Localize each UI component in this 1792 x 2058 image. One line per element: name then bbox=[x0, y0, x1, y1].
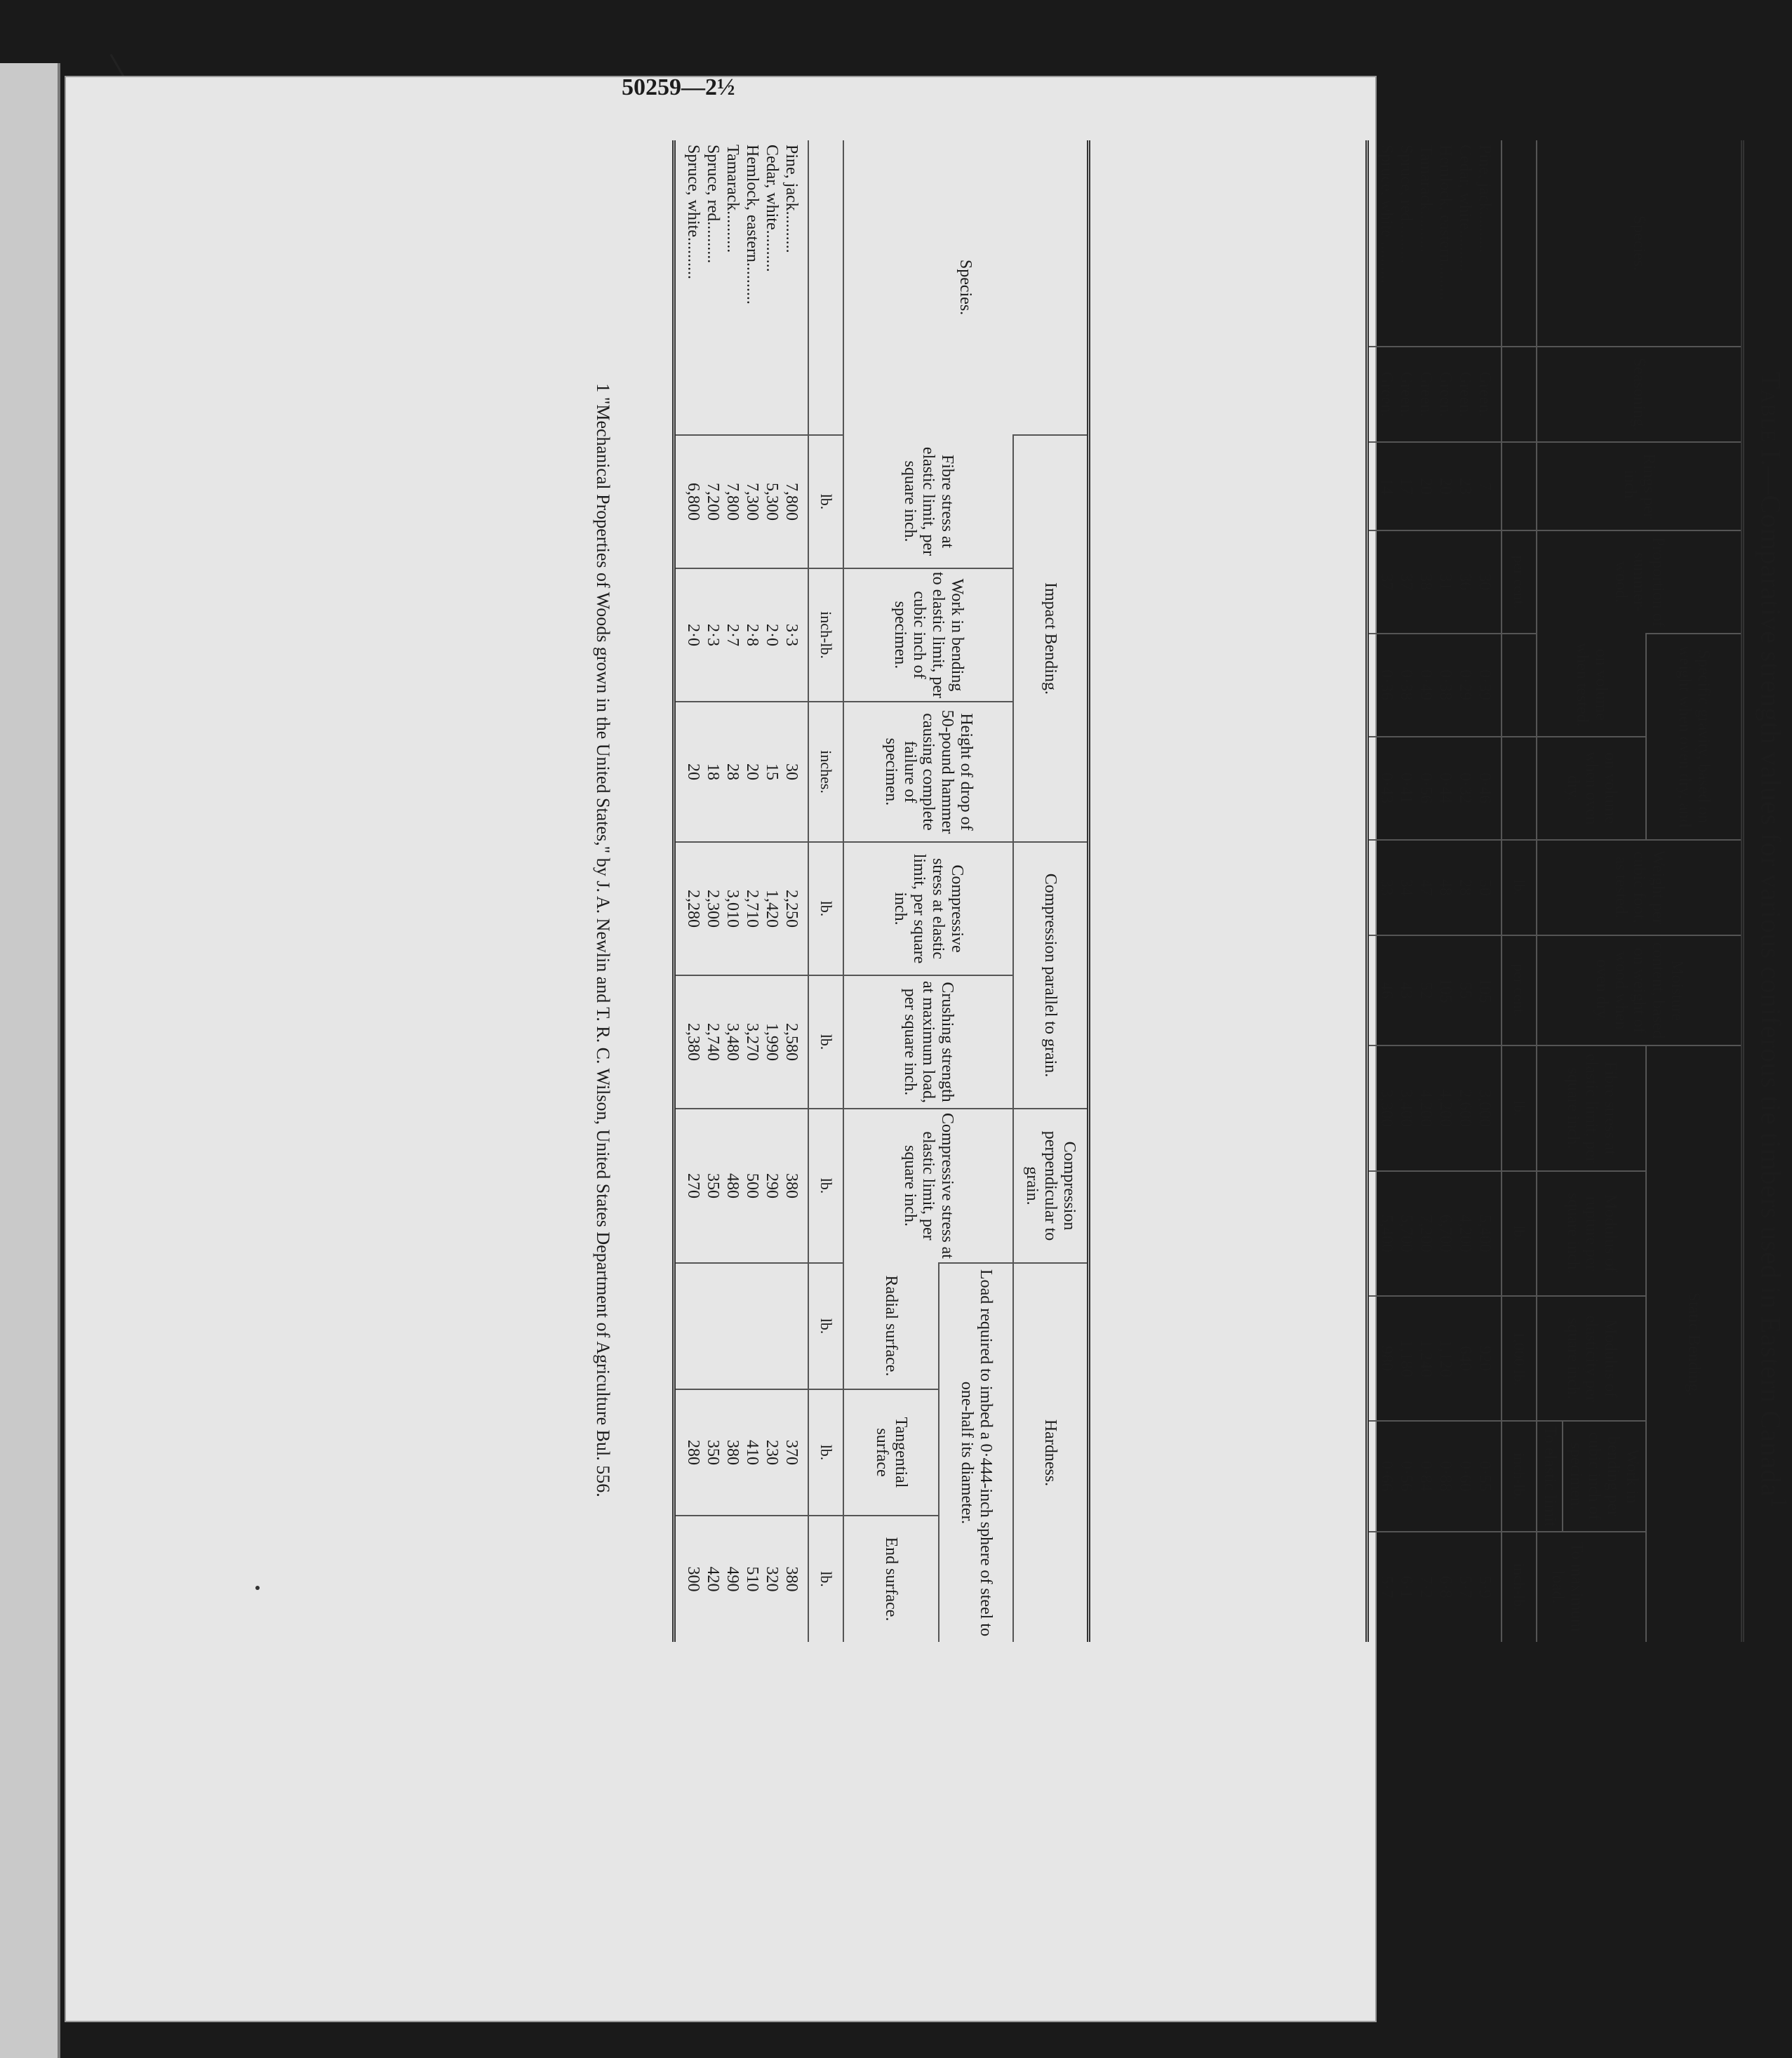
page-number: 50259—2½ bbox=[622, 74, 735, 100]
value-cell: 640 bbox=[1455, 1296, 1474, 1421]
table-mechanical-properties bbox=[672, 140, 1090, 1642]
value-cell: 5·7 bbox=[1455, 1532, 1474, 1642]
species-cell: Cedar, white.......... bbox=[762, 145, 781, 272]
table2-body bbox=[674, 140, 844, 1642]
value-cell: Green. bbox=[1368, 347, 1396, 442]
value-cell: 5,400 bbox=[1368, 1171, 1396, 1296]
footnote-mark: 1 bbox=[1766, 1496, 1792, 1509]
table-row bbox=[1415, 140, 1435, 1642]
value-cell: 6,700 bbox=[1435, 1171, 1455, 1296]
col-header-weight: Weight per cubic foot, as tested. bbox=[1537, 840, 1743, 935]
value-cell: 2,740 bbox=[702, 975, 722, 1109]
value-cell: 36 bbox=[1455, 530, 1474, 634]
table-title bbox=[1755, 77, 1792, 1803]
value-cell: 5·9 bbox=[1474, 1532, 1502, 1642]
species-cell: Pine, jack.......... bbox=[1475, 145, 1494, 253]
col-header-moisture: Moisture content, based on weight of wood when oven dry. bbox=[1537, 935, 1743, 1045]
species-cell: Hemlock, eastern.......... bbox=[742, 145, 761, 305]
unit-cell: inch-lb. bbox=[1502, 1421, 1537, 1531]
value-cell: Green. bbox=[1435, 347, 1455, 442]
value-cell: 2,300 bbox=[702, 842, 722, 975]
value-cell: 0·36 bbox=[1368, 634, 1396, 737]
col-header-modulus-rupture: Modulus of rupture per square inch. bbox=[1537, 1171, 1646, 1296]
value-cell bbox=[674, 1263, 703, 1389]
value-cell: 2,710 bbox=[742, 842, 761, 975]
table1-body bbox=[1368, 140, 1537, 1642]
unit-cell bbox=[808, 140, 843, 435]
unit-cell: lb. bbox=[808, 975, 843, 1109]
value-cell: 2,580 bbox=[781, 975, 808, 1109]
col-header-comp-stress: Compressive stress at elastic limit, per square inch. bbox=[843, 842, 1013, 975]
value-cell: 410 bbox=[742, 1389, 761, 1516]
value-cell: 380 bbox=[722, 1389, 742, 1516]
value-cell: 4,200 bbox=[1455, 1171, 1474, 1296]
col-header-load-required: Load required to imbed a 0·444-inch sphere of steel to one-half its diameter. bbox=[939, 1263, 1013, 1642]
value-cell: Green. bbox=[1474, 347, 1502, 442]
col-header-compression-perpendicular: Compression perpendicular to grain. bbox=[1013, 1109, 1089, 1263]
value-cell: 52 bbox=[1415, 935, 1435, 1045]
species-cell: Spruce, red.......... bbox=[703, 145, 722, 264]
value-cell: 5,700 bbox=[1396, 1171, 1415, 1296]
value-cell: 7,800 bbox=[781, 435, 808, 568]
value-cell: 1,180 bbox=[1396, 1296, 1415, 1421]
value-cell: 15 bbox=[761, 702, 781, 842]
value-cell: 420 bbox=[702, 1516, 722, 1642]
value-cell: 30 bbox=[781, 702, 808, 842]
col-header-impact-work: Work in bending to elastic limit, per cubic inch of specimen. bbox=[843, 568, 1013, 702]
value-cell: 2·7 bbox=[722, 568, 742, 702]
value-cell: 370 bbox=[781, 1389, 808, 1516]
unit-cell: per cent. bbox=[1502, 935, 1537, 1045]
value-cell: 20 bbox=[674, 702, 703, 842]
value-cell: 380 bbox=[781, 1109, 808, 1263]
value-cell: 33 bbox=[1368, 840, 1396, 935]
value-cell bbox=[702, 1263, 722, 1389]
unit-cell: inches. bbox=[808, 702, 843, 842]
value-cell: 5,300 bbox=[761, 435, 781, 568]
unit-cell bbox=[1502, 442, 1537, 530]
value-cell: 0·29 bbox=[1455, 634, 1474, 737]
unit-cell: lb. bbox=[1502, 1045, 1537, 1170]
value-cell: 5,400 bbox=[1474, 1171, 1502, 1296]
value-cell: 290 bbox=[761, 1109, 781, 1263]
value-cell: 46 bbox=[1368, 935, 1396, 1045]
value-cell: 30 bbox=[1474, 530, 1502, 634]
value-cell: 7·2 bbox=[1415, 1532, 1435, 1642]
value-cell: 3,300 bbox=[1368, 1045, 1396, 1170]
col-header-drop-height: Height of drop of 50-pound hammer causing complete failure of specimen. bbox=[843, 702, 1013, 842]
value-cell: 2,250 bbox=[781, 842, 808, 975]
unit-cell bbox=[1502, 737, 1537, 840]
unit-cell: per cent. bbox=[1502, 530, 1537, 634]
units-row bbox=[808, 140, 843, 1642]
value-cell: 3,010 bbox=[722, 842, 742, 975]
value-cell: 18 bbox=[702, 702, 722, 842]
table-row bbox=[1435, 140, 1455, 1642]
species-cell: Spruce, white .......... bbox=[1377, 145, 1396, 283]
col-header-radial: Radial surface. bbox=[843, 1263, 939, 1389]
value-cell: 510 bbox=[742, 1516, 761, 1642]
value-cell: 7,200 bbox=[1415, 1171, 1435, 1296]
value-cell: 28 bbox=[1455, 840, 1474, 935]
col-header-work-max bbox=[1537, 1532, 1646, 1642]
value-cell: Green. bbox=[1396, 347, 1415, 442]
value-cell: 31 bbox=[1435, 530, 1455, 634]
unit-cell: lb. bbox=[808, 435, 843, 568]
value-cell: 3,270 bbox=[742, 975, 761, 1109]
footnote: 1 "Mechanical Properties of Woods grown in the United States," by J. A. Newlin and T. R. C. Wilson, United States Department of Agriculture Bul. 556. bbox=[593, 383, 613, 1497]
unit-cell: inch-lb. bbox=[1502, 1532, 1537, 1642]
col-header-work-spacer bbox=[1589, 1532, 1636, 1642]
value-cell bbox=[742, 1263, 761, 1389]
units-row bbox=[1502, 140, 1537, 1642]
value-cell: 14 bbox=[1368, 442, 1396, 530]
value-cell: 2,600 bbox=[1455, 1045, 1474, 1170]
value-cell: 0·56 bbox=[1415, 737, 1435, 840]
species-cell: Hemlock, eastern......... bbox=[1436, 145, 1455, 300]
species-cell: Pine, jack.......... bbox=[782, 145, 801, 253]
value-cell: 0·44 bbox=[1435, 737, 1455, 840]
value-cell: 0·43 bbox=[1368, 737, 1396, 840]
value-cell: 3,000 bbox=[1474, 1045, 1502, 1170]
value-cell: 0·32 bbox=[1455, 737, 1474, 840]
col-header-summerwood: Proportion of summer-wood. bbox=[1537, 530, 1743, 634]
value-cell: 2·8 bbox=[742, 568, 761, 702]
value-cell: 37 bbox=[1368, 530, 1396, 634]
col-header-modulus-elasticity: Modulus of elasticity per square inch. bbox=[1537, 1296, 1646, 1421]
table-row bbox=[761, 140, 781, 1642]
value-cell: 47 bbox=[1415, 840, 1435, 935]
value-cell: 5·7 bbox=[1368, 1532, 1396, 1642]
value-cell: 2,380 bbox=[674, 975, 703, 1109]
unit-cell: lb. bbox=[808, 1389, 843, 1516]
table-row bbox=[781, 140, 808, 1642]
value-cell: 6·1 bbox=[1396, 1532, 1415, 1642]
value-cell: 2·0 bbox=[761, 568, 781, 702]
value-cell: 6·8 bbox=[1435, 1532, 1455, 1642]
document-page bbox=[65, 74, 1792, 2022]
value-cell: Green. bbox=[1455, 347, 1474, 442]
col-header-impact-fibre-stress: Fibre stress at elastic limit, per square inch. bbox=[843, 435, 1013, 568]
unit-cell: lb. bbox=[808, 842, 843, 975]
value-cell: 17 bbox=[1396, 442, 1415, 530]
unit-cell: lb. bbox=[808, 1109, 843, 1263]
value-cell: 7,800 bbox=[722, 435, 742, 568]
value-cell: 0·49 bbox=[1415, 634, 1435, 737]
table-row bbox=[674, 140, 703, 1642]
value-cell: 300 bbox=[674, 1516, 703, 1642]
col-header-impact-bending: Impact Bending. bbox=[1013, 435, 1089, 842]
value-cell: 4,200 bbox=[1415, 1045, 1435, 1170]
species-cell: Spruce, white.......... bbox=[683, 145, 702, 279]
unit-cell: lb. bbox=[1502, 1171, 1537, 1296]
value-cell: 0·66 bbox=[1368, 1421, 1396, 1531]
value-cell: 0·84 bbox=[1415, 1421, 1435, 1531]
value-cell: 7 bbox=[1474, 442, 1502, 530]
value-cell: 230 bbox=[761, 1389, 781, 1516]
unit-cell: lb. bbox=[808, 1263, 843, 1389]
value-cell: 4,200 bbox=[1435, 1045, 1455, 1170]
value-cell: 2,280 bbox=[674, 842, 703, 975]
col-header-tangential: Tangential surface bbox=[843, 1389, 939, 1516]
value-cell: 480 bbox=[722, 1109, 742, 1263]
value-cell: 105 bbox=[1474, 935, 1502, 1045]
unit-cell bbox=[1502, 634, 1537, 737]
value-cell bbox=[781, 1263, 808, 1389]
value-cell: 0·41 bbox=[1396, 737, 1415, 840]
col-header-work-in-bending: Work in bending per cubic inch of specimen. bbox=[1562, 1422, 1645, 1530]
value-cell: 105 bbox=[1435, 935, 1455, 1045]
value-cell: 20 bbox=[1435, 442, 1455, 530]
value-cell: 0·38 bbox=[1396, 634, 1415, 737]
value-cell: 0·38 bbox=[1435, 634, 1455, 737]
value-cell: 500 bbox=[742, 1109, 761, 1263]
col-header-hardness: Hardness. bbox=[1013, 1263, 1089, 1642]
adjacent-page-edge bbox=[0, 63, 60, 2058]
table-label: Table I. bbox=[1755, 371, 1787, 467]
unit-cell: inch-lb. bbox=[808, 568, 843, 702]
value-cell: 43 bbox=[1396, 935, 1415, 1045]
table-row bbox=[1396, 140, 1415, 1642]
value-cell: 350 bbox=[702, 1109, 722, 1263]
scan-mark bbox=[110, 47, 137, 77]
table-row bbox=[1455, 140, 1474, 1642]
value-cell: 7,300 bbox=[742, 435, 761, 568]
value-cell: 3,480 bbox=[722, 975, 742, 1109]
table-static-properties bbox=[1365, 140, 1744, 1642]
col-header-specific-gravity: Specific gravity, based on weight when oven dry, and bbox=[1646, 634, 1743, 840]
value-cell bbox=[761, 1263, 781, 1389]
value-cell: 3,400 bbox=[1396, 1045, 1415, 1170]
species-cell: Spruce, red.......... bbox=[1396, 145, 1415, 264]
table-title-text: —Comparative strength values for various coniferous tie timbers used in Eastern Canada bbox=[1755, 466, 1787, 1497]
value-cell bbox=[722, 1263, 742, 1389]
value-cell: 28 bbox=[722, 702, 742, 842]
value-cell: 20 bbox=[1415, 442, 1435, 530]
col-header-species-2: Species. bbox=[843, 140, 1089, 435]
table-row bbox=[1368, 140, 1396, 1642]
value-cell: 3·3 bbox=[781, 568, 808, 702]
value-cell: 1,240 bbox=[1415, 1296, 1435, 1421]
value-cell: 37 bbox=[1396, 530, 1415, 634]
value-cell: 350 bbox=[702, 1389, 722, 1516]
value-cell: 0·56 bbox=[1396, 1421, 1415, 1531]
value-cell: 1,990 bbox=[761, 975, 781, 1109]
value-cell: 920 bbox=[1474, 1296, 1502, 1421]
value-cell: 1,420 bbox=[761, 842, 781, 975]
value-cell: 380 bbox=[781, 1516, 808, 1642]
col-header-static-bending: Static Bending. bbox=[1646, 1045, 1743, 1642]
col-header-end: End surface. bbox=[843, 1516, 939, 1642]
col-header-species: Species. bbox=[1537, 140, 1743, 347]
value-cell: 320 bbox=[761, 1516, 781, 1642]
rotated-content bbox=[487, 74, 1792, 1803]
value-cell: 0·88 bbox=[1435, 1421, 1455, 1531]
value-cell: 280 bbox=[674, 1389, 703, 1516]
value-cell: 38 bbox=[1415, 530, 1435, 634]
value-cell: 55 bbox=[1455, 935, 1474, 1045]
value-cell: 0·55 bbox=[1474, 1421, 1502, 1531]
col-header-work-elastic-label: To elastic limit bbox=[1540, 1426, 1559, 1527]
table-row bbox=[702, 140, 722, 1642]
unit-cell bbox=[1502, 140, 1537, 347]
value-cell: 7,200 bbox=[702, 435, 722, 568]
species-cell: Tamarack.......... bbox=[1416, 145, 1435, 253]
col-header-fibre-stress: Fibre stress at elastic limit, per square inch. bbox=[1537, 1045, 1646, 1170]
species-cell: Cedar, white.......... bbox=[1455, 145, 1474, 272]
col-header-seasoning: Seasoning. bbox=[1537, 347, 1743, 442]
value-cell: 1,120 bbox=[1435, 1296, 1455, 1421]
table-row bbox=[722, 140, 742, 1642]
value-cell: 980 bbox=[1368, 1296, 1396, 1421]
unit-cell: 1,000 lb. bbox=[1502, 1296, 1537, 1421]
value-cell: 2·0 bbox=[674, 568, 703, 702]
unit-cell: lb. bbox=[1502, 840, 1537, 935]
value-cell: 34 bbox=[1396, 840, 1415, 935]
col-header-work-max-label: To maximum load. bbox=[1549, 1542, 1586, 1632]
value-cell: Green. bbox=[1415, 347, 1435, 442]
table-row bbox=[1474, 140, 1502, 1642]
col-header-sg-tested: on volume when tested. bbox=[1537, 634, 1646, 737]
col-header-sg-oven-dry: on volume when oven dry. bbox=[1537, 737, 1646, 840]
value-cell: 270 bbox=[674, 1109, 703, 1263]
value-cell: 20 bbox=[742, 702, 761, 842]
col-header-work-elastic bbox=[1537, 1421, 1646, 1531]
value-cell: 0·60 bbox=[1455, 1421, 1474, 1531]
col-header-comp-perp-stress: Compressive stress at elastic limit, per square inch. bbox=[843, 1109, 1013, 1263]
value-cell: 50 bbox=[1474, 840, 1502, 935]
ink-dot bbox=[255, 1586, 260, 1590]
value-cell: 6,800 bbox=[674, 435, 703, 568]
value-cell: 23 bbox=[1455, 442, 1474, 530]
value-cell: 0·39 bbox=[1474, 634, 1502, 737]
value-cell: 48 bbox=[1435, 840, 1455, 935]
species-cell: Tamarack.......... bbox=[723, 145, 742, 253]
col-header-crushing: Crushing strength at maximum load, per square inch. bbox=[843, 975, 1013, 1109]
col-header-rings: Rings per inch. bbox=[1537, 442, 1743, 530]
value-cell: 0·46 bbox=[1474, 737, 1502, 840]
unit-cell: lb. bbox=[808, 1516, 843, 1642]
value-cell: 490 bbox=[722, 1516, 742, 1642]
col-header-compression-parallel: Compression parallel to grain. bbox=[1013, 842, 1089, 1109]
unit-cell bbox=[1502, 347, 1537, 442]
value-cell: 2·3 bbox=[702, 568, 722, 702]
table-row bbox=[742, 140, 761, 1642]
